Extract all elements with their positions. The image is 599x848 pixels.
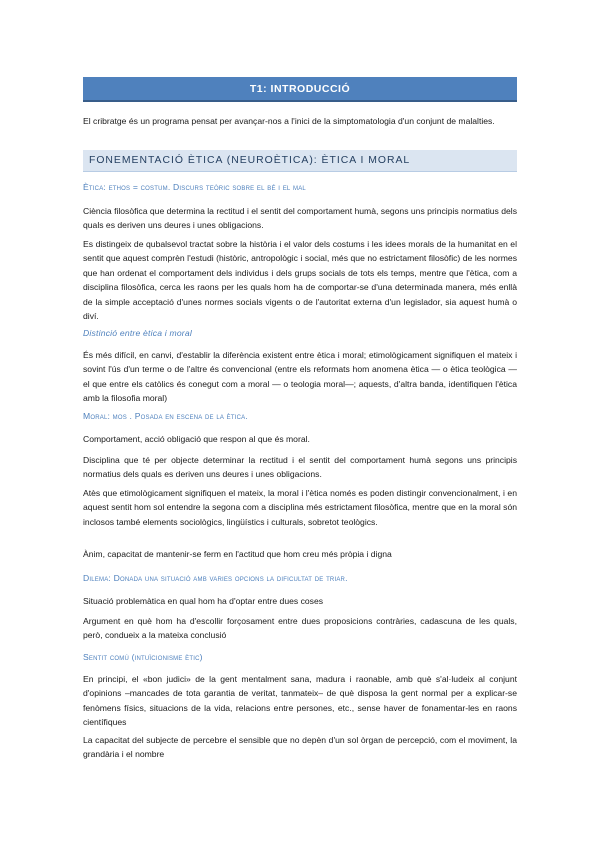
etica-paragraph-2: Es distingeix de qubalsevol tractat sobre la història i el valor dels costums i les idees morals de la humanitat en el sentit que aquest comprèn l'estudi (històric, antropològic i social, més que no estrictament filosòfic) de les normes que han ordenat el comportament dels individus i dels grups socials de tots els temps, mentre que l'ètica, com a disciplina filosòfica, cerca les raons per les quals hom ha de comportar-se d'una determinada manera, més enllà de la simple acceptació d'unes normes socials vigents o de l'autoritat externa d'un legislador, sia aquest humà o diví. bbox=[83, 239, 517, 322]
moral-paragraph-4: Ànim, capacitat de mantenir-se ferm en l'actitud que hom creu més pròpia i digna bbox=[83, 549, 392, 559]
moral-paragraph-1: Comportament, acció obligació que respon al que és moral. bbox=[83, 434, 310, 444]
moral-heading: Moral: mos . Posada en escena de la ètica. bbox=[83, 411, 248, 421]
dilema-paragraph-2: Argument en què hom ha d'escollir forçosament entre dues proposicions contràries, cadascuna de les quals, però, condueix a la mateixa conclusió bbox=[83, 616, 517, 641]
distincio-paragraph: És més difícil, en canvi, d'establir la diferència existent entre ètica i moral; etimològicament signifiquen el mateix i sovint l'ús d'un terme o de l'altre és convencional (entre els reformats hom anomena ètica — o ètica teològica — el que entre els catòlics és conegut com a moral — o teologia moral—; aquests, d'altra banda, identifiquen l'ètica amb la filosofia moral) bbox=[83, 350, 517, 404]
page-title: T1: INTRODUCCIÓ bbox=[83, 77, 517, 102]
intro-paragraph: El cribratge és un programa pensat per avançar-nos a l'inici de la simptomatologia d'un conjunt de malalties. bbox=[83, 116, 495, 126]
moral-paragraph-3: Atès que etimològicament signifiquen el mateix, la moral i l'ètica només es poden distingir convencionalment, i en aquest sentit hom sol entendre la segona com a disciplina més estrictament filosòfica, mentre que en la moral són inclosos també elements sociològics, lingüístics i culturals, sobretot teològics. bbox=[83, 488, 517, 527]
moral-paragraph-2: Disciplina que té per objecte determinar la rectitud i el sentit del comportament humà segons uns principis normatius dels quals es deriven uns deures i unes obligacions. bbox=[83, 455, 517, 480]
sentit-heading: Sentit comú (intuïcionisme ètic) bbox=[83, 652, 203, 662]
dilema-heading: Dilema: Donada una situació amb varies opcions la dificultat de triar. bbox=[83, 573, 348, 583]
sentit-paragraph-1: En principi, el «bon judici» de la gent mentalment sana, madura i raonable, amb què s'al·ludeix al conjunt d'opinions –mancades de tota garantia de veritat, tanmateix– de què disposa la gent normal per a explicar-se fenòmens físics, situacions de la vida, relacions entre persones, etc., sense haver de fonamentar-les en raons científiques bbox=[83, 674, 517, 728]
sentit-paragraph-2: La capacitat del subjecte de percebre el sensible que no depèn d'un sol òrgan de percepció, com el moviment, la grandària i el nombre bbox=[83, 735, 517, 760]
dilema-paragraph-1: Situació problemàtica en qual hom ha d'optar entre dues coses bbox=[83, 596, 324, 606]
section-heading: FONEMENTACIÓ ÈTICA (NEUROÈTICA): ÈTICA I MORAL bbox=[83, 150, 517, 172]
etica-heading: Ètica: ethos = costum. Discurs teòric sobre el bé i el mal bbox=[83, 182, 306, 192]
etica-paragraph-1: Ciència filosòfica que determina la rectitud i el sentit del comportament humà, segons uns principis normatius dels quals es deriven uns deures i unes obligacions. bbox=[83, 206, 517, 231]
distincio-heading: Distinció entre ètica i moral bbox=[83, 328, 192, 338]
